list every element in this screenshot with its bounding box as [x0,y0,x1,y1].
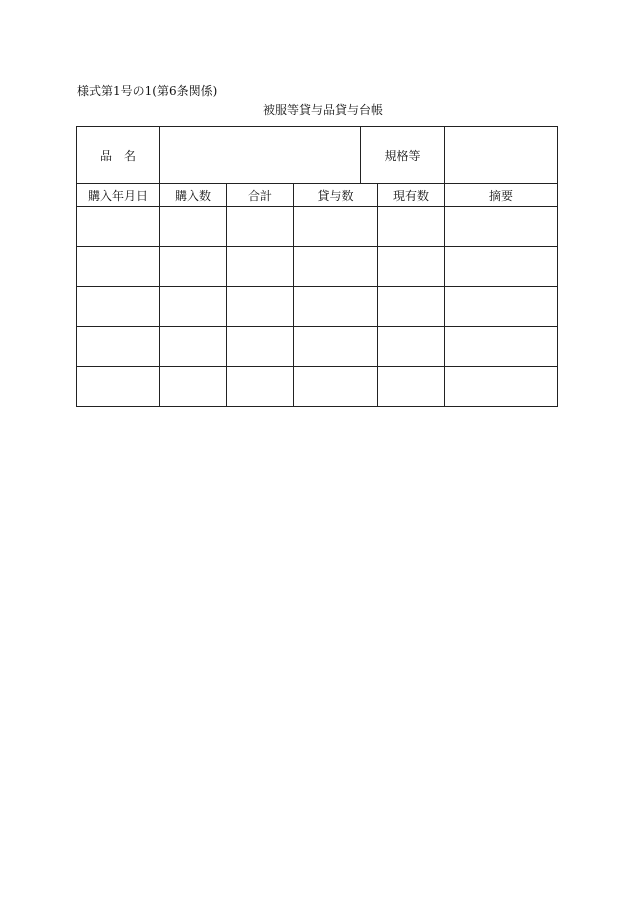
cell-on-hand-qty[interactable] [378,247,445,287]
cell-purchase-date[interactable] [77,287,160,327]
cell-total[interactable] [227,287,294,327]
cell-total[interactable] [227,207,294,247]
cell-loaned-qty[interactable] [294,207,378,247]
col-header-loaned-qty: 貸与数 [294,184,378,207]
cell-purchase-qty[interactable] [160,287,227,327]
table-row [77,367,558,407]
cell-remarks[interactable] [445,247,558,287]
spec-label: 規格等 [361,127,445,184]
table-row [77,327,558,367]
cell-purchase-date[interactable] [77,327,160,367]
cell-loaned-qty[interactable] [294,327,378,367]
col-header-purchase-date: 購入年月日 [77,184,160,207]
cell-purchase-qty[interactable] [160,367,227,407]
cell-loaned-qty[interactable] [294,247,378,287]
cell-on-hand-qty[interactable] [378,207,445,247]
cell-on-hand-qty[interactable] [378,287,445,327]
cell-remarks[interactable] [445,207,558,247]
form-number: 様式第1号の1(第6条関係) [77,84,218,98]
spec-field[interactable] [445,127,558,184]
cell-purchase-date[interactable] [77,207,160,247]
cell-remarks[interactable] [445,367,558,407]
col-header-purchase-qty: 購入数 [160,184,227,207]
cell-loaned-qty[interactable] [294,287,378,327]
cell-purchase-qty[interactable] [160,327,227,367]
table-row [77,247,558,287]
cell-purchase-qty[interactable] [160,247,227,287]
col-header-remarks: 摘要 [445,184,558,207]
table-row [77,287,558,327]
cell-purchase-date[interactable] [77,367,160,407]
col-header-on-hand-qty: 現有数 [378,184,445,207]
item-name-label: 品 名 [77,127,160,184]
document-title: 被服等貸与品貸与台帳 [262,103,383,117]
cell-on-hand-qty[interactable] [378,327,445,367]
cell-total[interactable] [227,247,294,287]
cell-total[interactable] [227,327,294,367]
cell-loaned-qty[interactable] [294,367,378,407]
cell-on-hand-qty[interactable] [378,367,445,407]
cell-purchase-date[interactable] [77,247,160,287]
item-header-row [77,127,558,184]
col-header-total: 合計 [227,184,294,207]
cell-purchase-qty[interactable] [160,207,227,247]
column-header-row [77,184,558,207]
ledger-table [76,126,558,407]
item-name-field[interactable] [160,127,361,184]
cell-remarks[interactable] [445,327,558,367]
cell-remarks[interactable] [445,287,558,327]
cell-total[interactable] [227,367,294,407]
table-row [77,207,558,247]
